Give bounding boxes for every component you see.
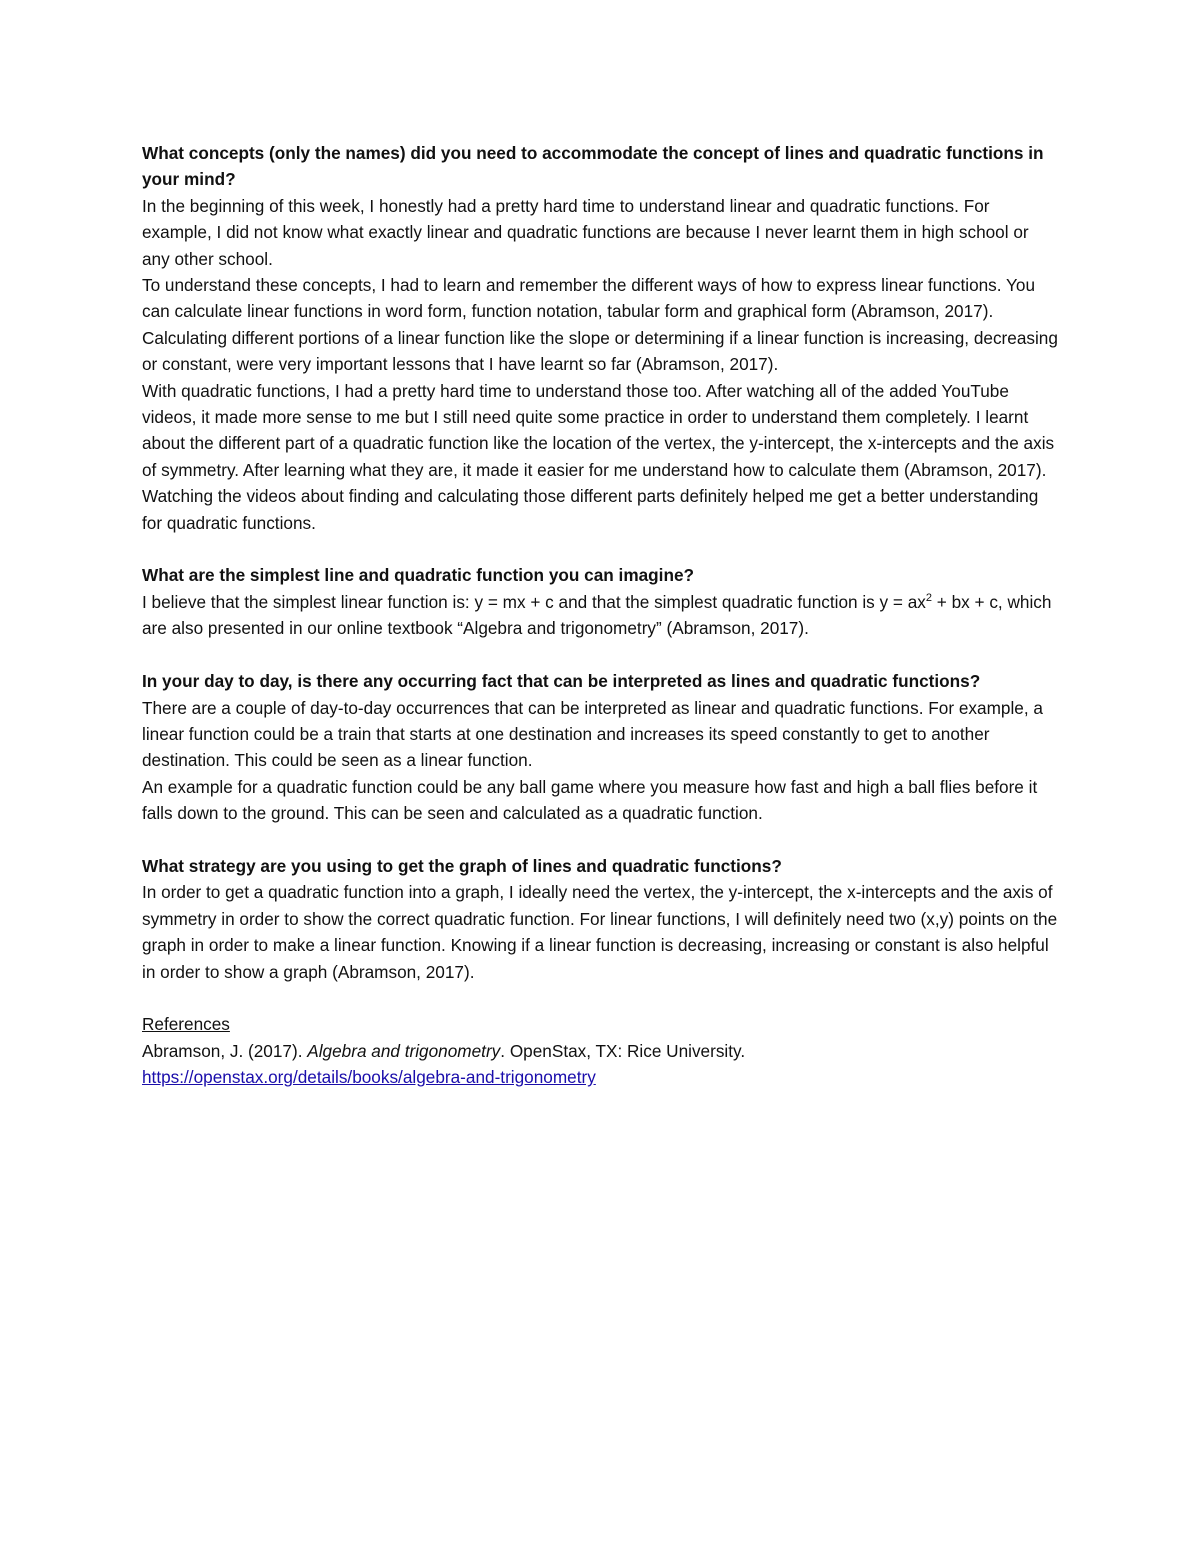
references-section (142, 1011, 1060, 1090)
answer-text-part2: + bx + c, which are also presented in our online textbook “Algebra and trigonometry” (Abramson, 2017). (142, 591, 1052, 639)
paragraph: With quadratic functions, I had a pretty hard time to understand those too. After watching all of the added YouTube videos, it made more sense to me but I still need quite some practice in order to understand them completely. I learnt about the different part of a quadratic function like the location of the vertex, the y-intercept, the x-intercepts and the axis of symmetry. After learning what they are, it made it easier for me understand how to calculate them (Abramson, 2017). Watching the videos about finding and calculating those different parts definitely helped me get a better understanding for quadratic functions. (142, 380, 1055, 533)
section-concepts (142, 140, 1060, 536)
reference-link[interactable]: https://openstax.org/details/books/algebra-and-trigonometry (142, 1067, 596, 1088)
answer-text-part1: I believe that the simplest linear function is: y = mx + c and that the simplest quadratic function is y = ax (142, 591, 926, 612)
section-day-to-day (142, 668, 1060, 826)
paragraph: In order to get a quadratic function into a graph, I ideally need the vertex, the y-intercept, the x-intercepts and the axis of symmetry in order to show the correct quadratic function. For linear functions, I will definitely need two (x,y) points on the graph in order to make a linear function. Knowing if a linear function is decreasing, increasing or constant is also helpful in order to show a graph (Abramson, 2017). (142, 882, 1058, 982)
paragraph: To understand these concepts, I had to learn and remember the different ways of how to express linear functions. You can calculate linear functions in word form, function notation, tabular form and graphical form (Abramson, 2017). Calculating different portions of a linear function like the slope or determining if a linear function is increasing, decreasing or constant, were very important lessons that I have learnt so far (Abramson, 2017). (142, 275, 1058, 375)
question-heading: What concepts (only the names) did you need to accommodate the concept of lines and quadratic functions in your mind? (142, 143, 1044, 190)
references-heading: References (142, 1014, 230, 1035)
question-heading: What are the simplest line and quadratic function you can imagine? (142, 565, 694, 586)
paragraph: There are a couple of day-to-day occurrences that can be interpreted as linear and quadratic functions. For example, a linear function could be a train that starts at one destination and increases its speed constantly to get to another destination. This could be seen as a linear function. (142, 697, 1043, 771)
question-heading: In your day to day, is there any occurring fact that can be interpreted as lines and quadratic functions? (142, 671, 981, 692)
section-simplest-functions (142, 562, 1060, 641)
paragraph: An example for a quadratic function could be any ball game where you measure how fast and high a ball flies before it falls down to the ground. This can be seen and calculated as a quadratic function. (142, 776, 1038, 824)
exponent: 2 (925, 591, 932, 604)
reference-author: Abramson, J. (2017). (142, 1040, 308, 1061)
reference-link-line (142, 1064, 1060, 1090)
question-heading: What strategy are you using to get the graph of lines and quadratic functions? (142, 855, 782, 876)
answer-paragraph (142, 589, 1060, 642)
reference-publisher: . OpenStax, TX: Rice University. (500, 1040, 746, 1061)
reference-entry (142, 1038, 1060, 1064)
section-graph-strategy (142, 853, 1060, 985)
paragraph: In the beginning of this week, I honestly had a pretty hard time to understand linear and quadratic functions. For example, I did not know what exactly linear and quadratic functions are because I never learnt them in high school or any other school. (142, 195, 1029, 269)
reference-title: Algebra and trigonometry (307, 1040, 501, 1061)
